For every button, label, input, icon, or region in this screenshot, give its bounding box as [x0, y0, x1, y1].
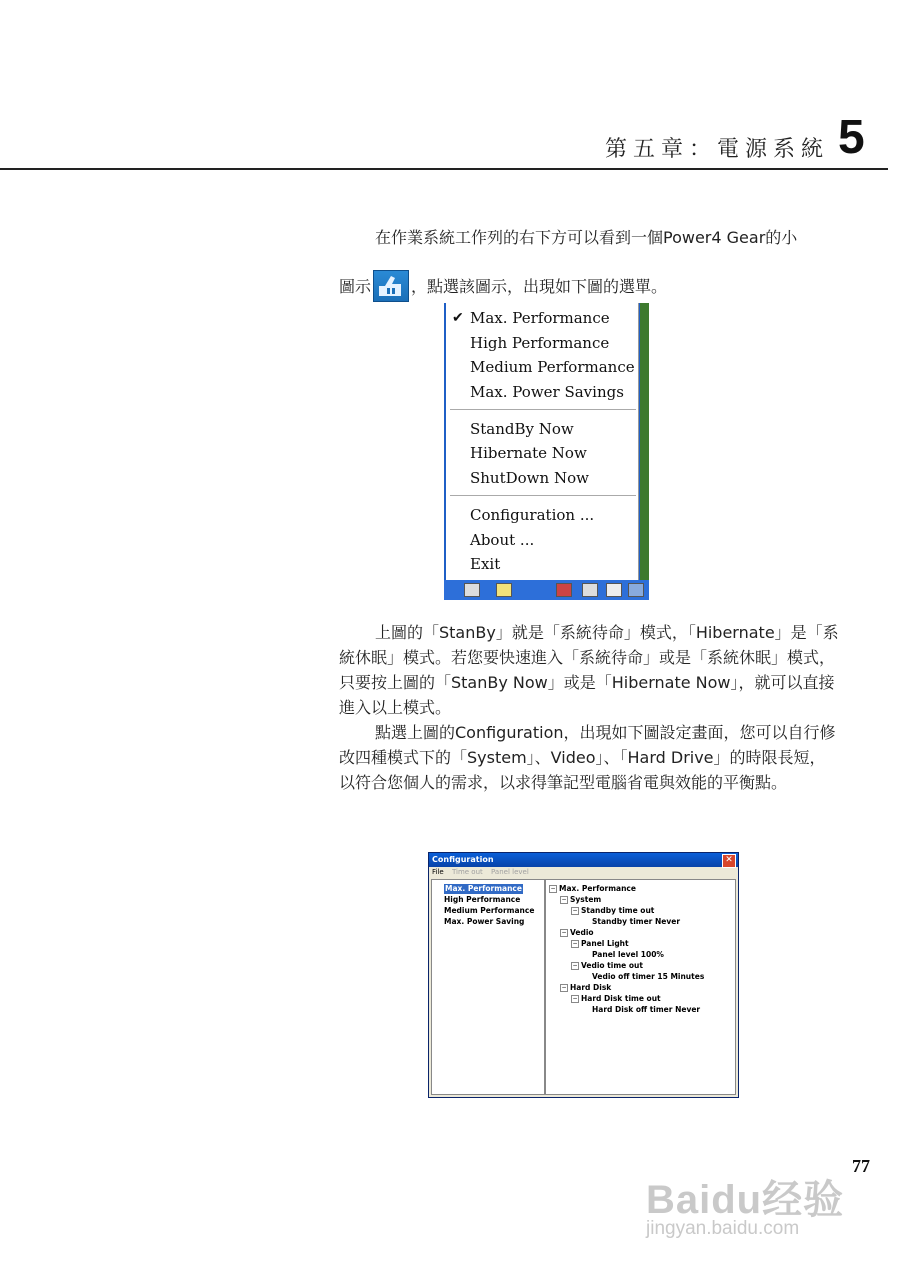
menu-item-max-performance[interactable]: Max. Performance	[470, 309, 610, 327]
mode-high-performance[interactable]: High Performance	[444, 895, 521, 904]
mode-max-performance[interactable]: Max. Performance	[445, 884, 522, 893]
power4-tray-icon[interactable]	[628, 583, 644, 597]
chat-icon[interactable]	[496, 583, 512, 597]
header-rule	[0, 168, 888, 170]
check-icon: ✔	[452, 310, 464, 326]
tree-root: − Max. Performance	[550, 884, 636, 893]
intro-line-2-after: ，點選該圖示，出現如下圖的選單。	[411, 276, 668, 296]
window-title: Configuration	[432, 855, 494, 864]
menu-item-exit[interactable]: Exit	[470, 555, 501, 573]
tree-standby-timer[interactable]: Standby timer Never	[592, 917, 681, 926]
chapter-number: 5	[838, 111, 865, 164]
configuration-window	[428, 852, 739, 1098]
watermark-brand: Baidu经验	[646, 1178, 845, 1222]
menu-panel-level[interactable]: Panel level	[491, 868, 529, 876]
tree-system: − System	[561, 895, 602, 904]
menu-separator	[450, 409, 636, 411]
collapse-icon[interactable]: −	[572, 962, 578, 969]
power-menu-screenshot	[444, 303, 649, 600]
tree-panel-level[interactable]: Panel level 100%	[592, 950, 664, 959]
paragraph-standby: 上圖的「StanBy」就是「系統待命」模式，「Hibernate」是「系統休眠」模式。若您要快速進入「系統待命」或是「系統休眠」模式，只要按上圖的「StanBy Now」或是「Hibernate Now」，就可以直接進入以上模式。	[339, 623, 839, 717]
menu-item-high-performance[interactable]: High Performance	[470, 334, 610, 352]
tree-vedio: − Vedio	[561, 928, 594, 937]
intro-line-2-before: 圖示	[339, 276, 372, 296]
chapter-title: 第五章：電源系統	[605, 137, 830, 162]
taskbar	[444, 580, 649, 600]
mode-list	[431, 879, 545, 1095]
menu-item-medium-performance[interactable]: Medium Performance	[470, 358, 635, 376]
keyboard-icon[interactable]	[464, 583, 480, 597]
tree-panel-light: − Panel Light	[572, 939, 629, 948]
tree-hard-disk: − Hard Disk	[561, 983, 612, 992]
mode-max-power-saving[interactable]: Max. Power Saving	[444, 917, 525, 926]
collapse-icon[interactable]: −	[572, 995, 578, 1002]
intro-line-2	[339, 270, 839, 302]
collapse-icon[interactable]: −	[561, 984, 567, 991]
paragraph-intro	[339, 225, 839, 302]
menu-item-hibernate-now[interactable]: Hibernate Now	[470, 444, 587, 462]
settings-tree	[545, 879, 736, 1095]
tree-hd-timeout: − Hard Disk time out	[572, 994, 661, 1003]
menu-item-standby-now[interactable]: StandBy Now	[470, 420, 574, 438]
menu-item-configuration[interactable]: Configuration ...	[470, 506, 595, 524]
volume-icon[interactable]	[606, 583, 622, 597]
menu-time-out[interactable]: Time out	[451, 868, 483, 876]
network-icon[interactable]	[582, 583, 598, 597]
paragraph-configuration: 點選上圖的Configuration，出現如下圖設定畫面，您可以自行修改四種模式下的「System」、Video」、「Hard Drive」的時限長短，以符合您個人的需求，以求得筆記型電腦省電與效能的平衡點。	[339, 723, 836, 792]
tree-standby-timeout: − Standby time out	[572, 906, 655, 915]
menu-item-max-power-savings[interactable]: Max. Power Savings	[470, 383, 624, 401]
collapse-icon[interactable]: −	[561, 896, 567, 903]
menu-item-about[interactable]: About ...	[470, 531, 535, 549]
tree-hd-off[interactable]: Hard Disk off timer Never	[592, 1005, 701, 1014]
tree-vedio-timeout: − Vedio time out	[572, 961, 643, 970]
watermark-url: jingyan.baidu.com	[646, 1218, 800, 1239]
collapse-icon[interactable]: −	[561, 929, 567, 936]
security-icon[interactable]	[556, 583, 572, 597]
window-titlebar[interactable]	[429, 853, 738, 867]
menu-file[interactable]: File	[432, 868, 444, 876]
collapse-icon[interactable]: −	[550, 885, 556, 892]
intro-line-1: 在作業系統工作列的右下方可以看到一個Power4 Gear的小	[375, 228, 798, 247]
mode-medium-performance[interactable]: Medium Performance	[444, 906, 535, 915]
baidu-watermark	[646, 1168, 845, 1239]
menu-separator	[450, 495, 636, 497]
close-icon[interactable]: ✕	[722, 854, 736, 868]
power-context-menu	[446, 303, 639, 581]
collapse-icon[interactable]: −	[572, 907, 578, 914]
power4-gear-icon	[373, 270, 409, 302]
collapse-icon[interactable]: −	[572, 940, 578, 947]
tree-vedio-off[interactable]: Vedio off timer 15 Minutes	[592, 972, 705, 981]
page-number: 77	[852, 1156, 870, 1176]
menu-item-shutdown-now[interactable]: ShutDown Now	[470, 469, 589, 487]
window-menubar	[429, 867, 738, 877]
desktop-edge	[640, 303, 649, 600]
